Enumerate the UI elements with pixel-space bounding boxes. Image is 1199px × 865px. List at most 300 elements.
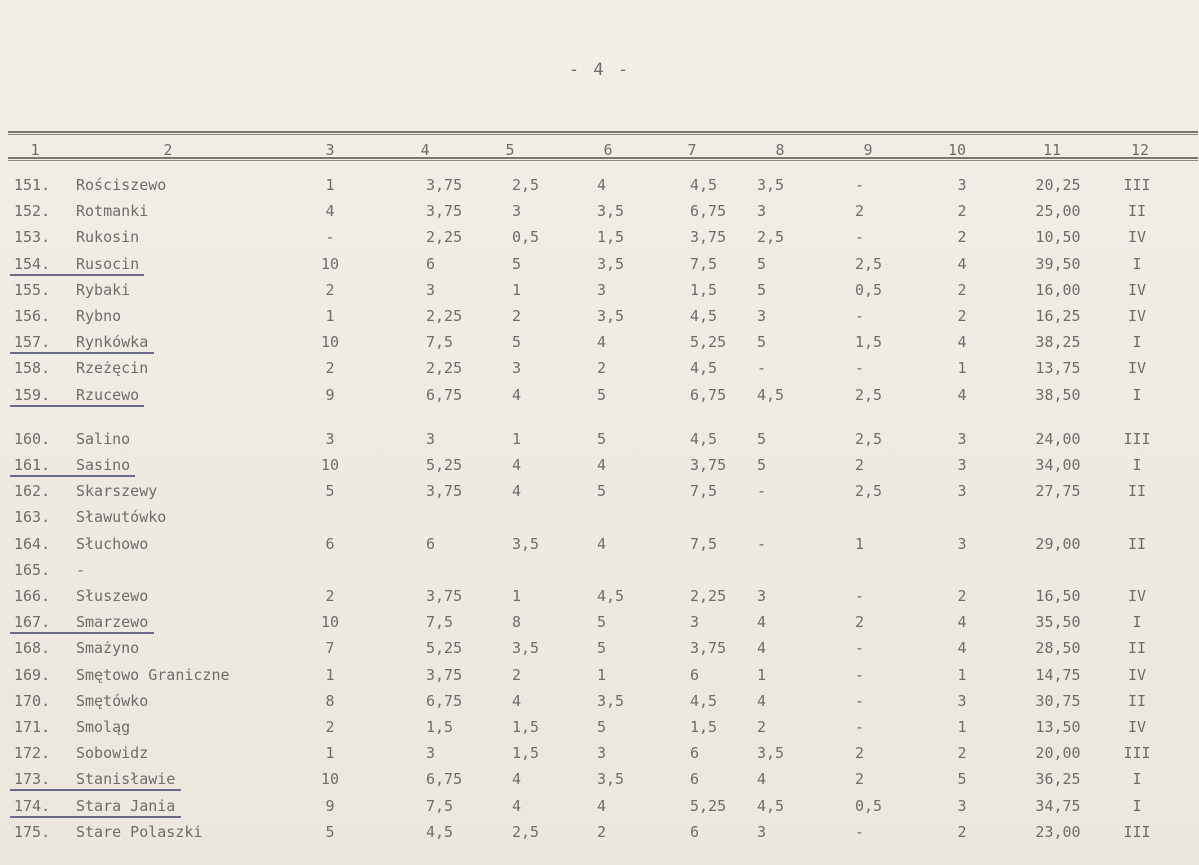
cell-c5: 0,5 bbox=[512, 228, 540, 246]
cell-c12: I bbox=[1132, 255, 1142, 273]
place-name: Stara Jania bbox=[76, 797, 176, 815]
cell-c8: 3,5 bbox=[757, 744, 785, 762]
cell-c5: 2 bbox=[512, 666, 522, 684]
cell-c3: 10 bbox=[320, 333, 340, 351]
cell-c10: 1 bbox=[957, 718, 967, 736]
cell-c5: 4 bbox=[512, 482, 522, 500]
cell-c4: 6,75 bbox=[426, 770, 463, 788]
row-number: 153. bbox=[14, 228, 51, 246]
row-number: 168. bbox=[14, 639, 51, 657]
place-name: Słuchowo bbox=[76, 535, 149, 553]
cell-c6: 4 bbox=[597, 176, 607, 194]
row-number: 175. bbox=[14, 823, 51, 841]
cell-c12: IV bbox=[1127, 281, 1147, 299]
cell-c10: 2 bbox=[957, 587, 967, 605]
table-top-rule-thin bbox=[8, 134, 1198, 135]
row-number: 165. bbox=[14, 561, 51, 579]
cell-c5: 5 bbox=[512, 255, 522, 273]
cell-c5: 3 bbox=[512, 202, 522, 220]
row-number: 169. bbox=[14, 666, 51, 684]
cell-c6: 5 bbox=[597, 430, 607, 448]
row-number: 162. bbox=[14, 482, 51, 500]
cell-c9: 2 bbox=[855, 202, 865, 220]
cell-c11: 13,75 bbox=[1035, 359, 1081, 377]
name-underline bbox=[10, 632, 154, 634]
place-name: Stare Polaszki bbox=[76, 823, 203, 841]
cell-c8: 4,5 bbox=[757, 797, 785, 815]
cell-c5: 4 bbox=[512, 770, 522, 788]
table-top-rule bbox=[8, 131, 1198, 133]
cell-c5: 5 bbox=[512, 333, 522, 351]
header-col-8: 8 bbox=[775, 141, 785, 159]
header-col-7: 7 bbox=[687, 141, 697, 159]
cell-c7: 6 bbox=[690, 823, 700, 841]
cell-c10: 3 bbox=[957, 535, 967, 553]
row-number: 172. bbox=[14, 744, 51, 762]
cell-c9: 0,5 bbox=[855, 797, 883, 815]
cell-c9: - bbox=[855, 666, 865, 684]
header-bottom-rule-thin bbox=[8, 160, 1198, 161]
cell-c9: 2 bbox=[855, 456, 865, 474]
cell-c6: 5 bbox=[597, 613, 607, 631]
cell-c6: 5 bbox=[597, 386, 607, 404]
header-col-6: 6 bbox=[603, 141, 613, 159]
cell-c12: IV bbox=[1127, 718, 1147, 736]
cell-c4: 3 bbox=[426, 744, 436, 762]
cell-c7: 4,5 bbox=[690, 692, 718, 710]
place-name: Rukosin bbox=[76, 228, 140, 246]
header-col-5: 5 bbox=[505, 141, 515, 159]
cell-c9: - bbox=[855, 307, 865, 325]
cell-c11: 16,00 bbox=[1035, 281, 1081, 299]
cell-c10: 2 bbox=[957, 202, 967, 220]
cell-c3: 2 bbox=[325, 587, 335, 605]
cell-c7: 2,25 bbox=[690, 587, 727, 605]
place-name: Rynkówka bbox=[76, 333, 149, 351]
cell-c4: 7,5 bbox=[426, 333, 454, 351]
cell-c3: 1 bbox=[325, 666, 335, 684]
cell-c10: 1 bbox=[957, 359, 967, 377]
cell-c9: - bbox=[855, 823, 865, 841]
cell-c12: IV bbox=[1127, 587, 1147, 605]
cell-c11: 38,25 bbox=[1035, 333, 1081, 351]
cell-c12: III bbox=[1123, 176, 1151, 194]
cell-c9: - bbox=[855, 718, 865, 736]
cell-c12: II bbox=[1127, 692, 1147, 710]
cell-c4: 6,75 bbox=[426, 692, 463, 710]
cell-c10: 2 bbox=[957, 307, 967, 325]
cell-c8: 3,5 bbox=[757, 176, 785, 194]
name-underline bbox=[10, 274, 144, 276]
cell-c10: 2 bbox=[957, 823, 967, 841]
place-name: Rościszewo bbox=[76, 176, 167, 194]
cell-c6: 4 bbox=[597, 333, 607, 351]
cell-c4: 6 bbox=[426, 535, 436, 553]
cell-c6: 5 bbox=[597, 639, 607, 657]
cell-c12: I bbox=[1132, 386, 1142, 404]
place-name: Rybno bbox=[76, 307, 122, 325]
cell-c3: 7 bbox=[325, 639, 335, 657]
cell-c10: 4 bbox=[957, 386, 967, 404]
cell-c5: 3,5 bbox=[512, 535, 540, 553]
cell-c7: 6 bbox=[690, 744, 700, 762]
cell-c12: IV bbox=[1127, 666, 1147, 684]
cell-c4: 2,25 bbox=[426, 228, 463, 246]
name-underline bbox=[10, 816, 181, 818]
cell-c5: 3 bbox=[512, 359, 522, 377]
cell-c9: - bbox=[855, 228, 865, 246]
cell-c10: 3 bbox=[957, 797, 967, 815]
row-number: 159. bbox=[14, 386, 51, 404]
cell-c8: 3 bbox=[757, 307, 767, 325]
cell-c9: 2,5 bbox=[855, 255, 883, 273]
cell-c3: - bbox=[325, 228, 335, 246]
cell-c4: 7,5 bbox=[426, 797, 454, 815]
cell-c7: 5,25 bbox=[690, 797, 727, 815]
header-col-4: 4 bbox=[420, 141, 430, 159]
cell-c3: 4 bbox=[325, 202, 335, 220]
header-col-1: 1 bbox=[30, 141, 40, 159]
cell-c5: 1 bbox=[512, 281, 522, 299]
cell-c5: 1,5 bbox=[512, 718, 540, 736]
cell-c11: 16,50 bbox=[1035, 587, 1081, 605]
cell-c4: 6,75 bbox=[426, 386, 463, 404]
cell-c7: 3,75 bbox=[690, 228, 727, 246]
cell-c3: 1 bbox=[325, 307, 335, 325]
cell-c10: 3 bbox=[957, 692, 967, 710]
row-number: 166. bbox=[14, 587, 51, 605]
cell-c6: 3 bbox=[597, 281, 607, 299]
cell-c6: 3 bbox=[597, 744, 607, 762]
row-number: 173. bbox=[14, 770, 51, 788]
page-number: - 4 - bbox=[568, 60, 631, 80]
cell-c12: IV bbox=[1127, 359, 1147, 377]
cell-c8: - bbox=[757, 482, 767, 500]
cell-c6: 3,5 bbox=[597, 255, 625, 273]
place-name: Sławutówko bbox=[76, 508, 167, 526]
cell-c5: 3,5 bbox=[512, 639, 540, 657]
cell-c11: 34,75 bbox=[1035, 797, 1081, 815]
row-number: 158. bbox=[14, 359, 51, 377]
cell-c8: 3 bbox=[757, 823, 767, 841]
cell-c3: 8 bbox=[325, 692, 335, 710]
row-number: 171. bbox=[14, 718, 51, 736]
cell-c7: 6,75 bbox=[690, 386, 727, 404]
cell-c8: 4 bbox=[757, 770, 767, 788]
cell-c11: 25,00 bbox=[1035, 202, 1081, 220]
cell-c9: 2,5 bbox=[855, 386, 883, 404]
cell-c11: 30,75 bbox=[1035, 692, 1081, 710]
place-name: Stanisławie bbox=[76, 770, 176, 788]
cell-c7: 7,5 bbox=[690, 255, 718, 273]
cell-c9: 1 bbox=[855, 535, 865, 553]
header-col-11: 11 bbox=[1042, 141, 1062, 159]
cell-c4: 3,75 bbox=[426, 176, 463, 194]
cell-c8: 4 bbox=[757, 613, 767, 631]
cell-c11: 27,75 bbox=[1035, 482, 1081, 500]
cell-c9: - bbox=[855, 587, 865, 605]
cell-c3: 9 bbox=[325, 386, 335, 404]
cell-c4: 3,75 bbox=[426, 587, 463, 605]
cell-c9: 0,5 bbox=[855, 281, 883, 299]
cell-c6: 3,5 bbox=[597, 202, 625, 220]
cell-c3: 1 bbox=[325, 744, 335, 762]
cell-c4: 3,75 bbox=[426, 482, 463, 500]
place-name: Smażyno bbox=[76, 639, 140, 657]
row-number: 161. bbox=[14, 456, 51, 474]
cell-c7: 1,5 bbox=[690, 718, 718, 736]
cell-c8: 5 bbox=[757, 456, 767, 474]
cell-c7: 4,5 bbox=[690, 359, 718, 377]
cell-c8: 3 bbox=[757, 587, 767, 605]
cell-c9: - bbox=[855, 359, 865, 377]
cell-c6: 1 bbox=[597, 666, 607, 684]
row-number: 155. bbox=[14, 281, 51, 299]
cell-c4: 4,5 bbox=[426, 823, 454, 841]
row-number: 167. bbox=[14, 613, 51, 631]
name-underline bbox=[10, 352, 154, 354]
cell-c12: I bbox=[1132, 333, 1142, 351]
cell-c11: 29,00 bbox=[1035, 535, 1081, 553]
cell-c11: 38,50 bbox=[1035, 386, 1081, 404]
cell-c10: 4 bbox=[957, 255, 967, 273]
cell-c7: 4,5 bbox=[690, 430, 718, 448]
cell-c8: 5 bbox=[757, 430, 767, 448]
cell-c8: 4,5 bbox=[757, 386, 785, 404]
cell-c9: 2 bbox=[855, 744, 865, 762]
place-name: - bbox=[76, 561, 86, 579]
cell-c12: III bbox=[1123, 744, 1151, 762]
cell-c6: 3,5 bbox=[597, 692, 625, 710]
place-name: Rusocin bbox=[76, 255, 140, 273]
row-number: 164. bbox=[14, 535, 51, 553]
place-name: Skarszewy bbox=[76, 482, 158, 500]
cell-c11: 13,50 bbox=[1035, 718, 1081, 736]
cell-c7: 5,25 bbox=[690, 333, 727, 351]
cell-c7: 6,75 bbox=[690, 202, 727, 220]
cell-c5: 1 bbox=[512, 587, 522, 605]
cell-c10: 3 bbox=[957, 176, 967, 194]
cell-c4: 3 bbox=[426, 281, 436, 299]
cell-c10: 3 bbox=[957, 482, 967, 500]
cell-c4: 1,5 bbox=[426, 718, 454, 736]
cell-c3: 6 bbox=[325, 535, 335, 553]
cell-c10: 3 bbox=[957, 430, 967, 448]
cell-c5: 4 bbox=[512, 456, 522, 474]
place-name: Rzucewo bbox=[76, 386, 140, 404]
cell-c6: 3,5 bbox=[597, 770, 625, 788]
header-col-3: 3 bbox=[325, 141, 335, 159]
name-underline bbox=[10, 475, 135, 477]
cell-c4: 3,75 bbox=[426, 666, 463, 684]
cell-c12: IV bbox=[1127, 307, 1147, 325]
name-underline bbox=[10, 405, 144, 407]
row-number: 156. bbox=[14, 307, 51, 325]
cell-c11: 35,50 bbox=[1035, 613, 1081, 631]
place-name: Słuszewo bbox=[76, 587, 149, 605]
place-name: Smętowo Graniczne bbox=[76, 666, 230, 684]
cell-c9: 2 bbox=[855, 613, 865, 631]
cell-c6: 2 bbox=[597, 359, 607, 377]
row-number: 157. bbox=[14, 333, 51, 351]
place-name: Sasino bbox=[76, 456, 131, 474]
cell-c7: 4,5 bbox=[690, 176, 718, 194]
cell-c10: 4 bbox=[957, 613, 967, 631]
cell-c8: 4 bbox=[757, 692, 767, 710]
place-name: Rzeżęcin bbox=[76, 359, 149, 377]
cell-c8: 5 bbox=[757, 333, 767, 351]
cell-c10: 4 bbox=[957, 333, 967, 351]
cell-c10: 2 bbox=[957, 228, 967, 246]
name-underline bbox=[10, 789, 181, 791]
place-name: Smętówko bbox=[76, 692, 149, 710]
cell-c5: 4 bbox=[512, 692, 522, 710]
cell-c10: 2 bbox=[957, 744, 967, 762]
cell-c9: 2,5 bbox=[855, 430, 883, 448]
cell-c6: 1,5 bbox=[597, 228, 625, 246]
cell-c11: 23,00 bbox=[1035, 823, 1081, 841]
cell-c4: 5,25 bbox=[426, 456, 463, 474]
cell-c6: 4,5 bbox=[597, 587, 625, 605]
cell-c4: 5,25 bbox=[426, 639, 463, 657]
cell-c11: 39,50 bbox=[1035, 255, 1081, 273]
cell-c3: 2 bbox=[325, 281, 335, 299]
cell-c7: 6 bbox=[690, 770, 700, 788]
place-name: Rotmanki bbox=[76, 202, 149, 220]
cell-c9: - bbox=[855, 176, 865, 194]
cell-c11: 34,00 bbox=[1035, 456, 1081, 474]
cell-c12: I bbox=[1132, 456, 1142, 474]
cell-c7: 4,5 bbox=[690, 307, 718, 325]
cell-c12: I bbox=[1132, 613, 1142, 631]
place-name: Smarzewo bbox=[76, 613, 149, 631]
row-number: 174. bbox=[14, 797, 51, 815]
cell-c12: I bbox=[1132, 770, 1142, 788]
row-number: 152. bbox=[14, 202, 51, 220]
cell-c3: 10 bbox=[320, 456, 340, 474]
cell-c9: - bbox=[855, 692, 865, 710]
cell-c11: 10,50 bbox=[1035, 228, 1081, 246]
cell-c8: 5 bbox=[757, 255, 767, 273]
cell-c10: 5 bbox=[957, 770, 967, 788]
cell-c6: 3,5 bbox=[597, 307, 625, 325]
cell-c3: 10 bbox=[320, 613, 340, 631]
header-col-12: 12 bbox=[1130, 141, 1150, 159]
cell-c3: 1 bbox=[325, 176, 335, 194]
cell-c11: 24,00 bbox=[1035, 430, 1081, 448]
cell-c5: 1,5 bbox=[512, 744, 540, 762]
place-name: Sobowidz bbox=[76, 744, 149, 762]
cell-c4: 3,75 bbox=[426, 202, 463, 220]
cell-c12: II bbox=[1127, 535, 1147, 553]
cell-c8: 2 bbox=[757, 718, 767, 736]
cell-c4: 6 bbox=[426, 255, 436, 273]
cell-c3: 2 bbox=[325, 718, 335, 736]
row-number: 170. bbox=[14, 692, 51, 710]
cell-c3: 5 bbox=[325, 823, 335, 841]
cell-c9: 2 bbox=[855, 770, 865, 788]
cell-c8: - bbox=[757, 359, 767, 377]
place-name: Rybaki bbox=[76, 281, 131, 299]
cell-c3: 2 bbox=[325, 359, 335, 377]
cell-c6: 5 bbox=[597, 482, 607, 500]
cell-c12: III bbox=[1123, 823, 1151, 841]
cell-c12: I bbox=[1132, 797, 1142, 815]
cell-c10: 1 bbox=[957, 666, 967, 684]
cell-c10: 2 bbox=[957, 281, 967, 299]
cell-c7: 7,5 bbox=[690, 535, 718, 553]
row-number: 163. bbox=[14, 508, 51, 526]
cell-c5: 8 bbox=[512, 613, 522, 631]
cell-c12: II bbox=[1127, 202, 1147, 220]
cell-c7: 3,75 bbox=[690, 639, 727, 657]
cell-c6: 4 bbox=[597, 797, 607, 815]
cell-c7: 6 bbox=[690, 666, 700, 684]
place-name: Smoląg bbox=[76, 718, 131, 736]
row-number: 151. bbox=[14, 176, 51, 194]
cell-c10: 4 bbox=[957, 639, 967, 657]
cell-c5: 2,5 bbox=[512, 176, 540, 194]
cell-c4: 3 bbox=[426, 430, 436, 448]
row-number: 160. bbox=[14, 430, 51, 448]
cell-c10: 3 bbox=[957, 456, 967, 474]
cell-c5: 1 bbox=[512, 430, 522, 448]
cell-c3: 10 bbox=[320, 255, 340, 273]
cell-c5: 2 bbox=[512, 307, 522, 325]
cell-c8: 5 bbox=[757, 281, 767, 299]
cell-c12: II bbox=[1127, 639, 1147, 657]
cell-c12: IV bbox=[1127, 228, 1147, 246]
cell-c9: 2,5 bbox=[855, 482, 883, 500]
cell-c7: 3 bbox=[690, 613, 700, 631]
cell-c11: 28,50 bbox=[1035, 639, 1081, 657]
header-col-2: 2 bbox=[163, 141, 173, 159]
cell-c6: 2 bbox=[597, 823, 607, 841]
cell-c7: 7,5 bbox=[690, 482, 718, 500]
place-name: Salino bbox=[76, 430, 131, 448]
cell-c6: 4 bbox=[597, 456, 607, 474]
cell-c7: 3,75 bbox=[690, 456, 727, 474]
cell-c8: 2,5 bbox=[757, 228, 785, 246]
cell-c3: 9 bbox=[325, 797, 335, 815]
cell-c8: 3 bbox=[757, 202, 767, 220]
cell-c8: - bbox=[757, 535, 767, 553]
cell-c3: 3 bbox=[325, 430, 335, 448]
cell-c11: 36,25 bbox=[1035, 770, 1081, 788]
cell-c6: 4 bbox=[597, 535, 607, 553]
cell-c6: 5 bbox=[597, 718, 607, 736]
cell-c5: 2,5 bbox=[512, 823, 540, 841]
cell-c11: 20,25 bbox=[1035, 176, 1081, 194]
cell-c7: 1,5 bbox=[690, 281, 718, 299]
cell-c9: - bbox=[855, 639, 865, 657]
cell-c12: II bbox=[1127, 482, 1147, 500]
cell-c8: 4 bbox=[757, 639, 767, 657]
header-col-10: 10 bbox=[947, 141, 967, 159]
cell-c11: 14,75 bbox=[1035, 666, 1081, 684]
header-col-9: 9 bbox=[863, 141, 873, 159]
cell-c5: 4 bbox=[512, 386, 522, 404]
row-number: 154. bbox=[14, 255, 51, 273]
cell-c3: 10 bbox=[320, 770, 340, 788]
cell-c8: 1 bbox=[757, 666, 767, 684]
cell-c9: 1,5 bbox=[855, 333, 883, 351]
cell-c4: 2,25 bbox=[426, 359, 463, 377]
cell-c12: III bbox=[1123, 430, 1151, 448]
cell-c11: 16,25 bbox=[1035, 307, 1081, 325]
cell-c5: 4 bbox=[512, 797, 522, 815]
cell-c11: 20,00 bbox=[1035, 744, 1081, 762]
